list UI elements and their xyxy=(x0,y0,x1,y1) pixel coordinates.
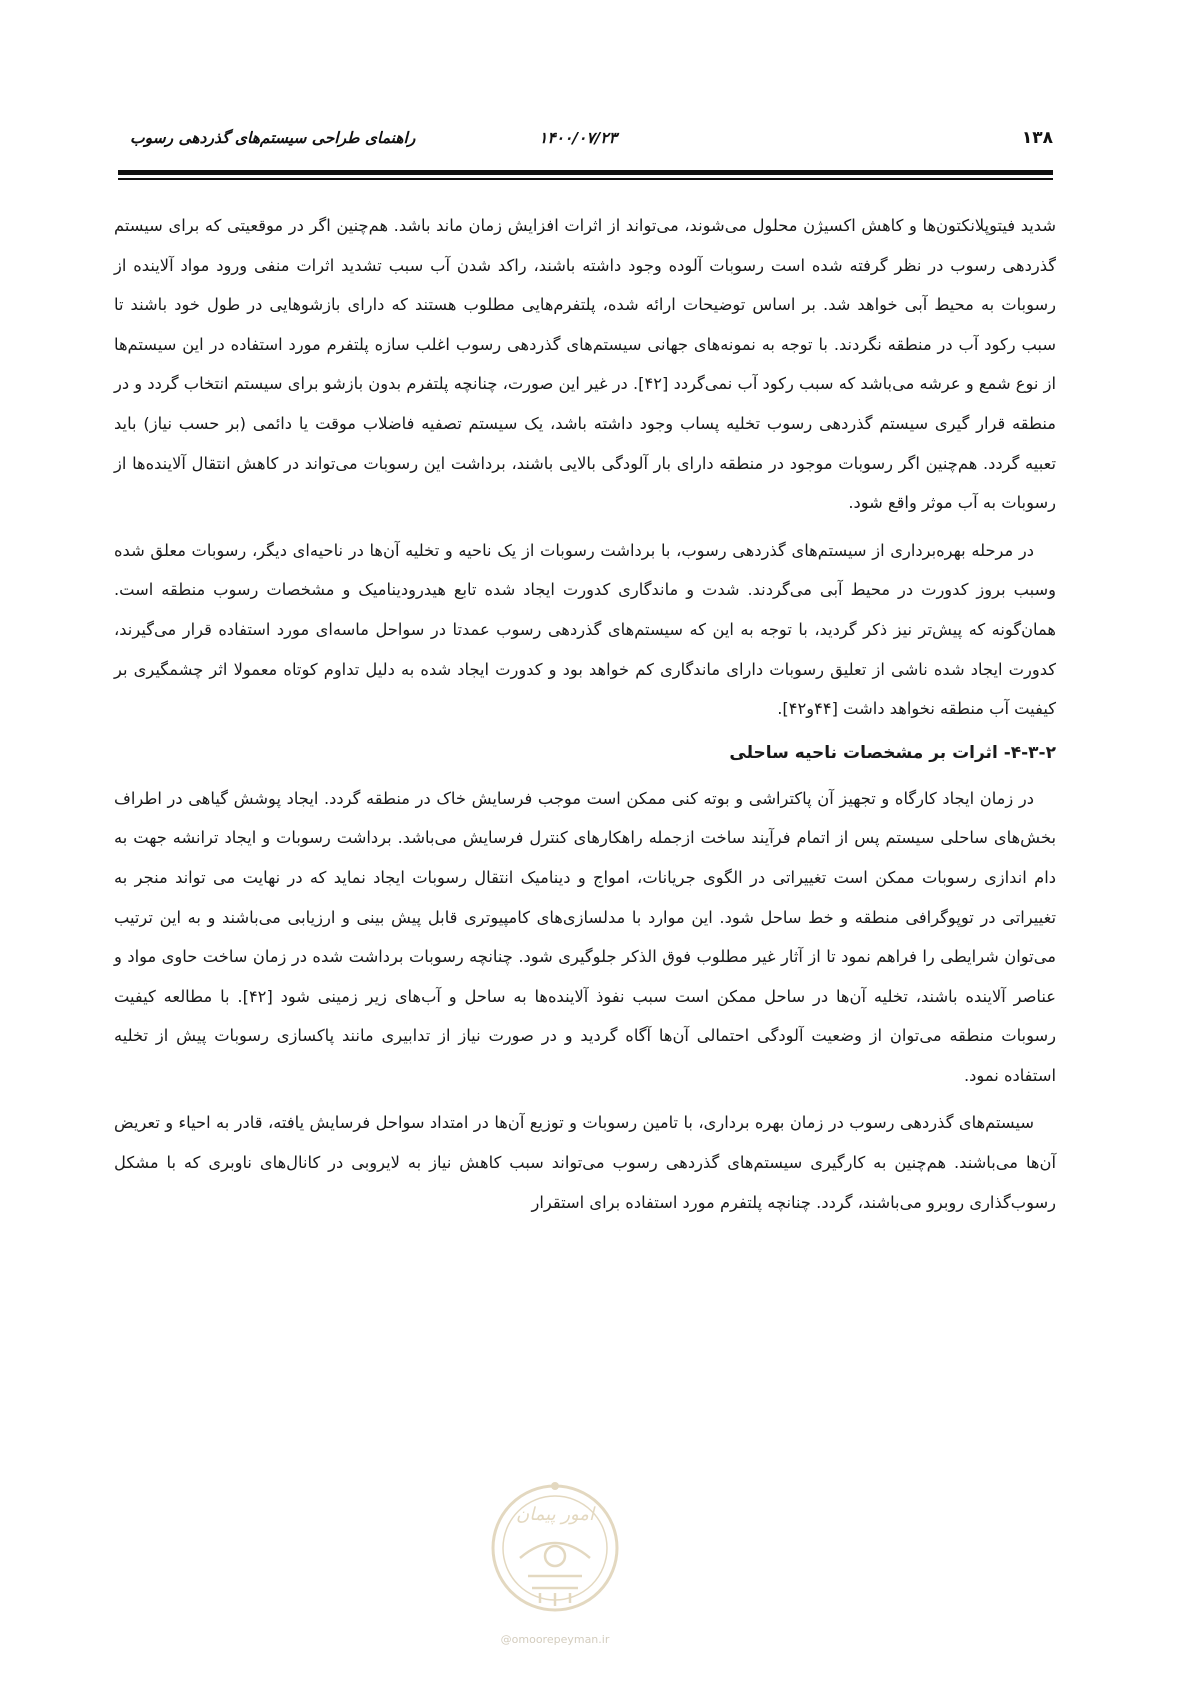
body-paragraph: سیستم‌های گذردهی رسوب در زمان بهره برداری، با تامین رسوبات و توزیع آن‌ها در امتداد سواحل فرسایش یافته، قادر به احیاء و تعریض آن‌ها می‌باشند. هم‌چنین به کارگیری سیستم‌های گذردهی رسوب می‌تواند سبب کاهش نیاز به لایروبی در کانال‌های ناوبری که با مشکل رسوب‌گذاری روبرو می‌باشند، گردد. چنانچه پلتفرم مورد استفاده برای استقرار xyxy=(114,1113,1056,1212)
document-title: راهنمای طراحی سیستم‌های گذردهی رسوب xyxy=(130,129,416,147)
body-paragraph: در مرحله بهره‌برداری از سیستم‌های گذردهی رسوب، با برداشت رسوبات از یک ناحیه و تخلیه آن‌ها در ناحیه‌ای دیگر، رسوبات معلق شده وسبب بروز کدورت در محیط آبی می‌گردند. شدت و ماندگاری کدورت ایجاد شده تابع هیدرودینامیک و مشخصات رسوب منطقه است. همان‌گونه که پیش‌تر نیز ذکر گردید، با توجه به این که سیستم‌های گذردهی رسوب عمدتا در سواحل ماسه‌ای مورد استفاده قرار می‌گیرند، کدورت ایجاد شده ناشی از تعلیق رسوبات دارای ماندگاری کم خواهد بود و کدورت ایجاد شده به دلیل تداوم کوتاه معمولا اثر چشمگیری بر کیفیت آب منطقه نخواهد داشت [۴۴و۴۲]. xyxy=(114,540,1056,719)
svg-text:امور پیمان: امور پیمان xyxy=(516,1504,594,1525)
header-rule-thin xyxy=(118,178,1053,180)
watermark xyxy=(480,1448,630,1653)
header-date: ۱۴۰۰/۰۷/۲۳ xyxy=(539,129,617,147)
body-paragraph: در زمان ایجاد کارگاه و تجهیز آن پاکتراشی و بوته کنی ممکن است موجب فرسایش خاک در منطقه گردد. ایجاد پوشش گیاهی در اطراف بخش‌های ساحلی سیستم پس از اتمام فرآیند ساخت ازجمله راهکارهای کنترل فرسایش می‌باشد. برداشت رسوبات و ایجاد ترانشه جهت به دام اندازی رسوبات ممکن است تغییراتی در الگوی جریانات، امواج و دینامیک انتقال رسوبات ایجاد نماید که در نهایت می تواند منجر به تغییراتی در توپوگرافی منطقه و خط ساحل شود. این موارد با مدلسازی‌های کامپیوتری قابل پیش بینی و ارزیابی می‌باشند و به این ترتیب می‌توان شرایطی را فراهم نمود تا از آثار غیر مطلوب فوق الذکر جلوگیری شود. چنانچه رسوبات برداشت شده در زمان ساخت حاوی مواد و عناصر آلاینده باشند، تخلیه آن‌ها در ساحل ممکن است سبب نفوذ آلاینده‌ها به ساحل و آب‌های زیر زمینی شود [۴۲]. با مطالعه کیفیت رسوبات منطقه می‌توان از وضعیت آلودگی احتمالی آن‌ها آگاه گردید و در صورت نیاز از تدابیری مانند پاکسازی رسوبات پیش از تخلیه استفاده نمود. xyxy=(114,788,1056,1085)
body-paragraph: شدید فیتوپلانکتون‌ها و کاهش اکسیژن محلول می‌شوند، می‌تواند از اثرات افزایش زمان ماند باشد. هم‌چنین اگر در موقعیتی که برای سیستم گذردهی رسوب در نظر گرفته شده است رسوبات آلوده وجود داشته باشند، راکد شدن آب سبب تشدید اثرات منفی ورود مواد آلاینده از رسوبات به محیط آبی خواهد شد. بر اساس توضیحات ارائه شده، پلتفرم‌هایی مطلوب هستند که دارای بازشوهایی در طول خود باشند تا سبب رکود آب در منطقه نگردند. با توجه به نمونه‌های جهانی سیستم‌های گذردهی رسوب اغلب سازه پلتفرم مورد استفاده در این سیستم‌ها از نوع شمع و عرشه می‌باشد که سبب رکود آب نمی‌گردد [۴۲]. در غیر این صورت، چنانچه پلتفرم بدون بازشو برای سیستم انتخاب گردد و در منطقه قرار گیری سیستم گذردهی رسوب تخلیه پساب وجود داشته باشد، یک سیستم تصفیه فاضلاب موقت یا دائمی (بر حسب نیاز) باید تعبیه گردد. هم‌چنین اگر رسوبات موجود در منطقه دارای بار آلودگی بالایی باشند، برداشت این رسوبات می‌تواند در کاهش انتقال آلاینده‌ها از رسوبات به آب موثر واقع شود. xyxy=(114,216,1056,513)
watermark-url: @omoorepeyman.ir xyxy=(500,1633,610,1646)
document-body xyxy=(114,206,1056,1222)
page-header xyxy=(118,128,1053,164)
section-heading: ۴-۳-۲- اثرات بر مشخصات ناحیه ساحلی xyxy=(729,742,1056,763)
seal-logo-icon xyxy=(480,1448,630,1628)
header-rule-thick xyxy=(118,170,1053,175)
page-number: ۱۳۸ xyxy=(1021,128,1053,148)
